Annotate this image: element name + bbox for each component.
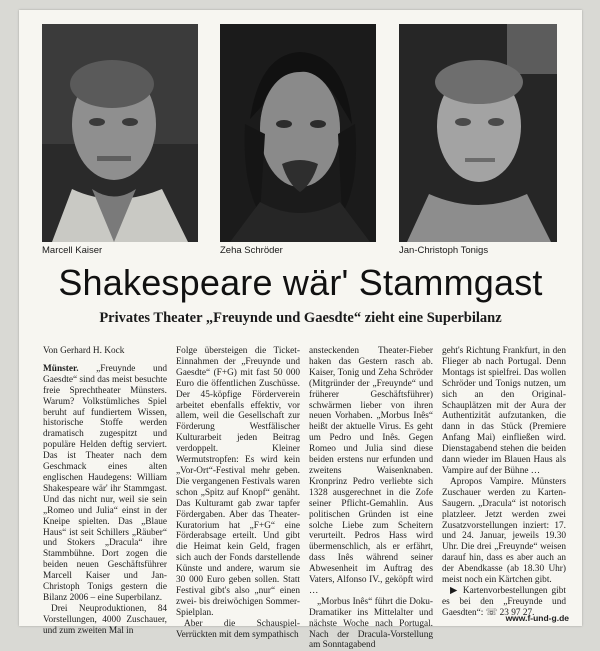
photo-zeha-schroeder <box>220 24 376 242</box>
paragraph: geht's Richtung Frankfurt, in den Flieger ab nach Portugal. Denn Montags ist spielfrei. Das wollen Schröder und Tonigs nutzen, um sich an den Original-Schauplätzen mit der Aura der Authentizität aufzutanken, die dann in das Stück (Premiere Anfang Mai) einfließen wird. Dienstagabend stehen die beiden dann wieder im Blauen Haus als Vampire auf der Bühne … <box>442 346 566 476</box>
article-column-1 <box>43 346 167 636</box>
portrait-image <box>42 24 198 242</box>
photo-jan-christoph-tonigs <box>399 24 557 242</box>
article-column-4 <box>442 346 566 618</box>
photo-caption: Marcell Kaiser <box>42 245 103 256</box>
paragraph: „Morbus Inês“ führt die Doku-Dramatiker ins Mittelalter und nächste Woche nach Portugal. Nach der Dracula-Vorstellung am Sonntagabend <box>309 596 433 651</box>
dateline: Münster. <box>43 363 79 374</box>
photo-caption: Jan-Christoph Tonigs <box>399 245 489 256</box>
byline: Von Gerhard H. Kock <box>43 346 125 356</box>
photo-marcell-kaiser <box>42 24 198 242</box>
subheadline: Privates Theater „Freuynde und Gaesdte“ zieht eine Superbilanz <box>99 310 502 326</box>
footer-url: www.f-und-g.de <box>505 613 569 623</box>
paragraph: Aber die Schauspiel-Verrückten mit dem sympathisch <box>176 618 300 640</box>
portrait-image <box>220 24 376 242</box>
article-column-3 <box>309 346 433 651</box>
article-column-2 <box>176 346 300 640</box>
paragraph: Apropos Vampire. Münsters Zuschauer werden zu Karten-Saugern. „Dracula“ ist notorisch platzleer. Jetzt werden zwei Zusatzvorstellungen inziert: 17. und 24. Januar, jeweils 19.30 Uhr. Die drei „Freuynde“ weisen darauf hin, dass es aber auch an der Abendkasse (ab 18.30 Uhr) meist noch ein Kärtchen gibt. <box>442 476 566 586</box>
portrait-image <box>399 24 557 242</box>
photo-caption: Zeha Schröder <box>220 245 283 256</box>
paragraph: Drei Neuproduktionen, 84 Vorstellungen, 4000 Zuschauer, und zum zweiten Mal in <box>43 603 167 636</box>
newspaper-clipping <box>19 10 582 651</box>
headline: Shakespeare wär' Stammgast <box>58 262 543 303</box>
paragraph: Münster. „Freuynde und Gaesdte“ sind das meist besuchte freie Sprechtheater Münsters. Warum? Volkstümliches Spiel beruht auf fundiertem Wissen, historische Stoffe werden dramatisch zugespitzt und populäre Helden deftig serviert. Das ist Theater nach dem Geschmack eines alten englischen Haudegens: William Shakespeare wär' ihr Stammgast. Und das nicht nur, weil sie sein „Romeo und Julia“ einst in der Kneipe spielten. Das „Blaue Haus“ ist seit Schillers „Räuber“ und Stokers „Dracula“ ihre Stammbühne. Dort zogen die beiden neuen Geschäftsführer Marcell Kaiser und Jan-Christoph Tonigs gestern die Bilanz 2006 – eine Superbilanz. <box>43 363 167 603</box>
paragraph: ▶ Kartenvorbestellungen gibt es bei den „Freuynde und Gaesdten“: ☏ 23 97 27. <box>442 585 566 618</box>
paragraph: Folge übersteigen die Ticket-Einnahmen der „Freuynde und Gaesdte“ (F+G) mit fast 50 000 Euro die öffentlichen Zuschüsse. Der 45-köpfige Förderverein arbeitet ebenfalls effektiv, vor allem, weil die Gesellschaft zur Förderung Westfälischer Kulturarbeit jeden Beitrag verdoppelt. Kleiner Wermutstropfen: Es wird kein „Vor-Ort“-Festival mehr geben. Die vergangenen Festivals waren schon „Spitz auf Knopf“ genäht. Das Kulturamt gab zwar tapfer Fördergaben. Aber das Theater-Kuratorium hat „F+G“ eine Förderabsage erteilt. Und gibt die Heimat kein Geld, fragen sich auch der Fonds darstellende Künste und andere, warum sie 30 000 Euro geben sollen. Statt Festival gibt's also „nur“ einen zwei- bis dreiwöchigen Sommer-Spielplan. <box>176 346 300 618</box>
paragraph: ansteckenden Theater-Fieber haken das Gestern rasch ab. Kaiser, Tonig und Zeha Schröder (Mitgründer der „Freuynde“ und früherer Geschäftsführer) schwärmen lieber von ihren neuen Vorhaben. „Morbus Inês“ heißt der aktuelle Virus. Es geht um Pedro und Inês. Gegen Romeo und Julia sind diese beiden erstens nur erfunden und zweitens Waisenknaben. Kronprinz Pedro verliebte sich 1328 ausgerechnet in die Zofe seiner Pflicht-Gemahlin. Aus politischen Gründen ist eine solche Liebe zum Scheitern verurteilt. Pedros Hass wird übermenschlich, als er erfährt, dass Inês während seiner Abwesenheit im Auftrag des Vaters, Alfonso IV., geköpft wird … <box>309 346 433 596</box>
